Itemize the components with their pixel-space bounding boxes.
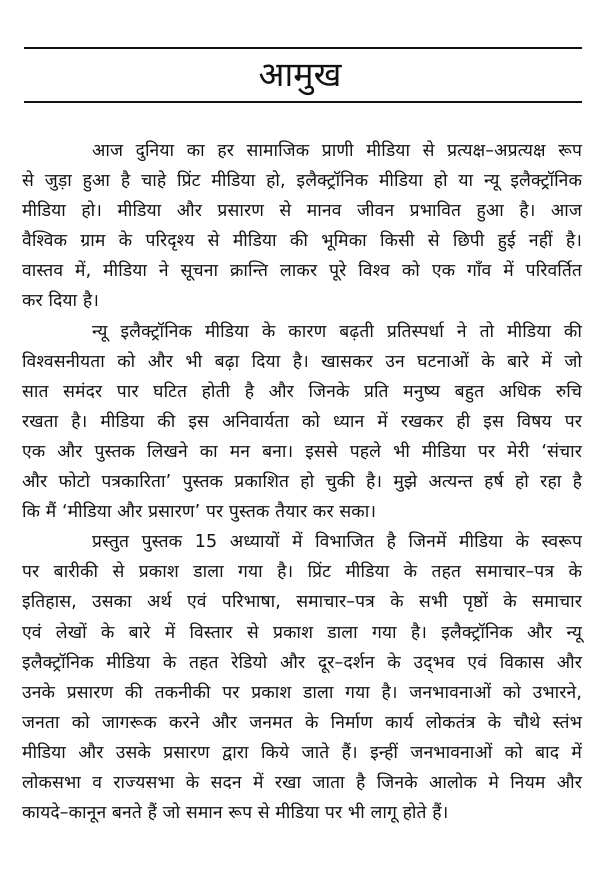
text-line: लोकसभा व राज्यसभा के सदन में रखा जाता है जिनके आलोक मे नियम और [22,772,582,793]
page-title: आमुख [258,55,342,95]
text-line: वास्तव में, मीडिया ने सूचना क्रान्ति लाकर पूरे विश्व को एक गाँव में परिवर्तित [22,261,582,282]
text-line: पर बारीकी से प्रकाश डाला गया है। प्रिंट मीडिया के तहत समाचार–पत्र के [22,562,582,583]
text-line: वैश्विक ग्राम के परिदृश्य से मीडिया की भूमिका किसी से छिपी हुई नहीं है। [22,231,582,252]
text-line: रखता है। मीडिया की इस अनिवार्यता को ध्यान में रखकर ही इस विषय पर [22,411,582,432]
text-line: जनता को जागरूक करने और जनमत के निर्माण कार्य लोकतंत्र के चौथे स्तंभ [22,712,582,733]
text-line: एवं लेखों के बारे में विस्तार से प्रकाश डाला गया है। इलैक्ट्रॉनिक और न्यू [22,622,582,643]
text-line: एक और पुस्तक लिखने का मन बना। इससे पहले भी मीडिया पर मेरी ‘संचार [22,441,582,462]
text-line: कर दिया है। [22,291,99,312]
text-line: मीडिया हो। मीडिया और प्रसारण से मानव जीवन प्रभावित हुआ है। आज [22,201,582,222]
title-bottom-rule [24,101,582,103]
text-line: इलैक्ट्रॉनिक मीडिया के तहत रेडियो और दूर–दर्शन के उद्‌भव एवं विकास और [22,652,582,673]
paragraph-1 [22,136,582,317]
title-top-rule [24,47,582,49]
text-line: इतिहास, उसका अर्थ एवं परिभाषा, समाचार–पत्र के सभी पृष्ठों के समाचार [22,592,582,613]
text-line: न्यू इलैक्ट्रॉनिक मीडिया के कारण बढ़ती प्रतिस्पर्धा ने तो मीडिया की [92,321,582,342]
document-body [22,136,582,828]
text-line: प्रस्तुत पुस्तक 15 अध्यायों में विभाजित है जिनमें मीडिया के स्वरूप [92,532,582,553]
text-line: से जुड़ा हुआ है चाहे प्रिंट मीडिया हो, इलैक्ट्रॉनिक मीडिया हो या न्यू इलैक्ट्रॉनिक [22,171,582,192]
text-line: सात समंदर पार घटित होती है और जिनके प्रति मनुष्य बहुत अधिक रुचि [22,381,582,402]
text-line: और फोटो पत्रकारिता’ पुस्तक प्रकाशित हो चुकी है। मुझे अत्यन्त हर्ष हो रहा है [22,472,582,493]
text-line: कि मैं ‘मीडिया और प्रसारण’ पर पुस्तक तैयार कर सका। [22,502,377,523]
text-line: उनके प्रसारण की तकनीकी पर प्रकाश डाला गया है। जनभावनाओं को उभारने, [22,682,582,703]
paragraph-3 [22,527,582,828]
paragraph-2 [22,317,582,528]
text-line: विश्वसनीयता को और भी बढ़ा दिया है। खासकर उन घटनाओं के बारे में जो [22,351,582,372]
text-line: मीडिया और उसके प्रसारण द्वारा किये जाते हैं। इन्हीं जनभावनाओं को बाद में [22,742,582,763]
text-line: आज दुनिया का हर सामाजिक प्राणी मीडिया से प्रत्यक्ष–अप्रत्यक्ष रूप [92,141,582,161]
text-line: कायदे–कानून बनते हैं जो समान रूप से मीडिया पर भी लागू होते हैं। [22,803,449,824]
